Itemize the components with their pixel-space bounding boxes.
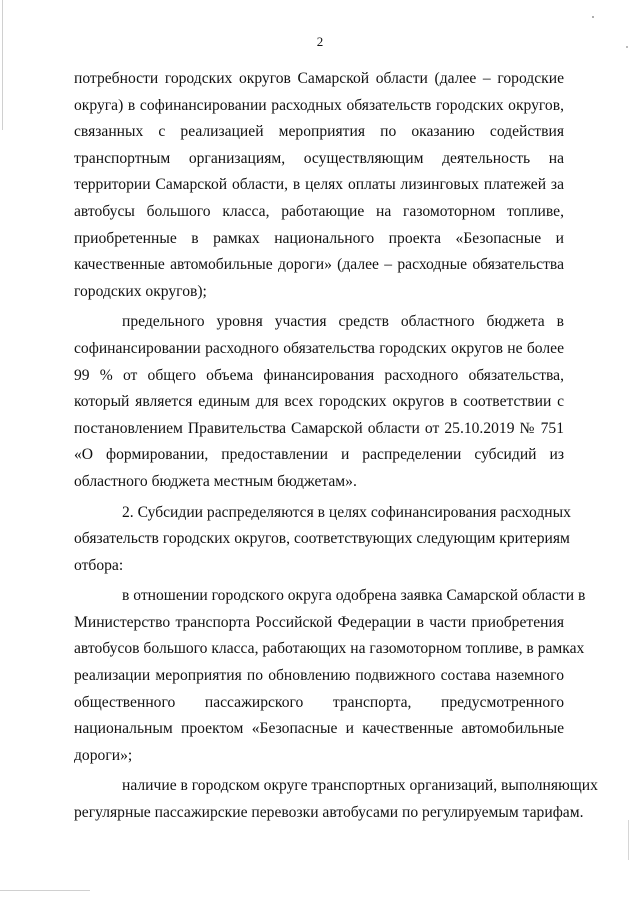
text-line: общественного пассажирского транспорта, предусмотренного [74, 693, 564, 711]
text-line: софинансировании расходного обязательства городских округов не более [74, 339, 564, 357]
text-line: постановлением Правительства Самарской области от 25.10.2019 № 751 [74, 419, 564, 437]
scan-artifact [0, 890, 90, 891]
text-line: наличие в городском округе транспортных организаций, выполняющих [122, 777, 598, 795]
text-line: Министерство транспорта Российской Федерации в части приобретения [74, 613, 564, 631]
text-line: потребности городских округов Самарской области (далее – городские [74, 70, 564, 87]
text-line: в отношении городского округа одобрена заявка Самарской области в [122, 587, 586, 605]
text-line: национальным проектом «Безопасные и качественные автомобильные [74, 720, 564, 738]
text-line: качественные автомобильные дороги» (далее – расходные обязательства [74, 256, 564, 274]
text-line: автобусов большого класса, работающих на газомоторном топливе, в рамках [74, 640, 585, 658]
text-line: городских округов); [74, 282, 207, 300]
text-line: 99 % от общего объема финансирования расходного обязательства, [74, 366, 564, 384]
text-line: транспортным организациям, осуществляющим деятельность на [74, 149, 564, 167]
page-number: 2 [316, 34, 324, 49]
document-body [74, 66, 598, 827]
text-line: автобусы большого класса, работающие на газомоторном топливе, [74, 202, 564, 220]
text-line: регулярные пассажирские перевозки автобусами по регулируемым тарифам. [74, 804, 584, 822]
scan-artifact [2, 0, 3, 130]
text-line: дороги»; [74, 746, 133, 764]
text-line: «О формировании, предоставлении и распределении субсидий из [74, 446, 564, 464]
text-line: округа) в софинансировании расходных обязательств городских округов, [74, 96, 564, 114]
text-line: реализации мероприятия по обновлению подвижного состава наземного [74, 667, 564, 685]
text-line: территории Самарской области, в целях оплаты лизинговых платежей за [74, 176, 564, 194]
text-line: который является единым для всех городских округов в соответствии с [74, 393, 564, 411]
text-line: областного бюджета местным бюджетам». [74, 472, 357, 490]
text-line: 2. Субсидии распределяются в целях софинансирования расходных [122, 503, 571, 521]
text-line: связанных с реализацией мероприятия по оказанию содействия [74, 123, 564, 141]
scan-artifact [628, 820, 629, 860]
text-line: предельного уровня участия средств областного бюджета в [122, 313, 564, 331]
scan-artifact [626, 46, 628, 48]
scan-artifact [592, 16, 594, 18]
text-line: обязательств городских округов, соответствующих следующим критериям [74, 530, 570, 548]
text-line: приобретенные в рамках национального проекта «Безопасные и [74, 229, 564, 247]
text-line: отбора: [74, 556, 124, 574]
